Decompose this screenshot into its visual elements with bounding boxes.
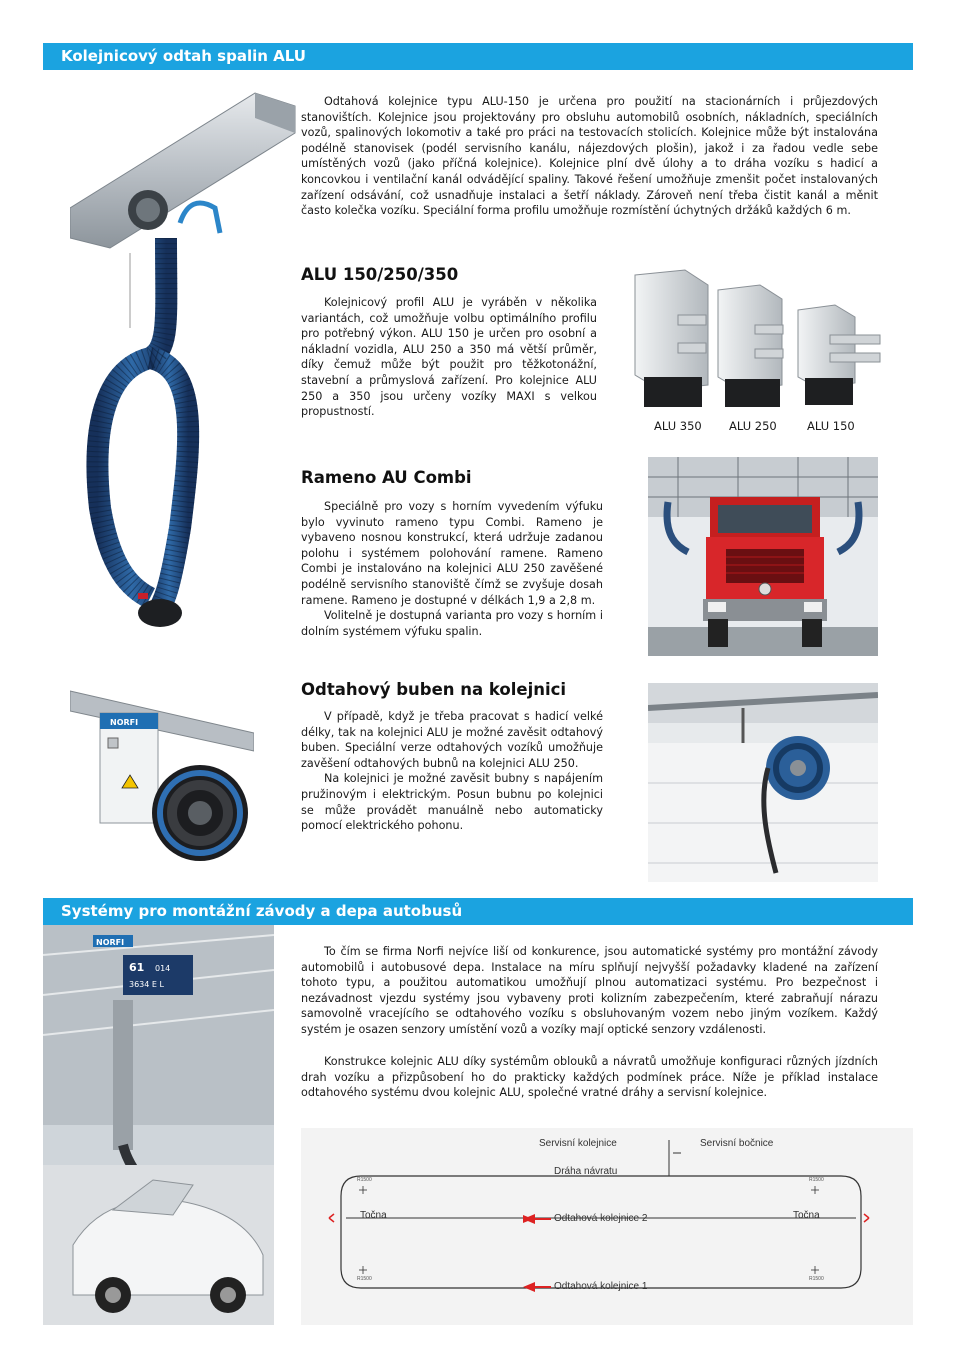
heading-rameno: Rameno AU Combi [301,468,472,487]
rail-system-lines [301,1128,913,1325]
intro-paragraph [301,94,878,219]
label-draha-navratu: Dráha návratu [554,1166,618,1177]
rameno-text-1: Speciálně pro vozy s horním vyvedením výfuku bylo vyvinuto rameno typu Combi. Rameno je vybaveno nosnou konstrukcí, která udržuje zadanou polohu i systémem polohování ramene. Rameno Combi je instalováno na kolejnici ALU 250 zavěšené podélně servisního stanoviště čímž se zvyšuje dosah ramene. Rameno je dostupné v délkách 1,9 a 2,8 m. [301,500,603,607]
alu-profiles-photo [630,265,888,415]
buben-text-1: V případě, když je třeba pracovat s hadicí velké délky, tak na kolejnici ALU je možné zavěsit odtahový buben. Speciální verze odtahových vozíků umožňuje zavěšení odtahových bubnů na kolejnici ALU 250. [301,710,603,770]
sign-number-text: 61 [129,961,145,974]
label-radius-br: R1500 [809,1276,824,1282]
rail-system-diagram [301,1128,913,1325]
panel-brand-text: NORFI [110,718,139,727]
label-radius-tr: R1500 [809,1177,824,1183]
intro-text: Odtahová kolejnice typu ALU-150 je určena pro použití na stacionárních i průjezdových stanovištích. Kolejnice jsou projektovány pro obsluhu automobilů osobních, nákladních, speciálních vozů, spalinových lokomotiv a také pro práci na testovacích stolicích. Kolejnice může být instalována podélně stanovisek (podél servisního kanálu, nájezdových plošin), jakož i za řadou vedle sebe umístěných vozů (jako příčná kolejnice). Kolejnice plní dvě úlohy a to dráha vozíku s hadicí a koncovkou i ventilační kanál odvádějící spaliny. Takové řešení umožňuje zmenšit počet instalovaných zařízení odsávání, což usnadňuje instalaci a šetří náklady. Zároveň není třeba čistit kanál a měnit často kolečka vozíku. Speciální forma profilu umožňuje rozmístění úchytných držáků každých 6 m. [301,95,878,218]
label-alu-250: ALU 250 [729,419,777,433]
truck-photo [648,457,878,656]
truck-illustration [648,457,878,656]
heading-buben: Odtahový buben na kolejnici [301,680,567,699]
label-servisni-kolejnice: Servisní kolejnice [539,1138,617,1149]
systemy-paragraph-1 [301,944,878,1038]
label-odtahova-kolejnice-2: Odtahová kolejnice 2 [554,1213,648,1224]
rameno-text-2: Volitelně je dostupná varianta pro vozy s horním i dolním systémem výfuku spalin. [301,609,603,638]
label-tocna-left: Točna [360,1210,387,1221]
section-header-systemy: Systémy pro montážní závody a depa autobusů [43,898,913,925]
rail-hose-photo [70,88,300,638]
label-radius-bl: R1500 [357,1276,372,1282]
norfi-sign-text: NORFI [96,938,125,947]
assembly-plant-illustration [43,925,274,1325]
label-radius-tl: R1500 [357,1177,372,1183]
label-servisni-bocnice: Servisní bočnice [700,1138,774,1149]
systemy-text-2: Konstrukce kolejnic ALU díky systémům oblouků a návratů umožňuje konfiguraci různých jízdních drah vozíku a přizpůsobení ho do prakticky každých podmínek práce. Níže je příklad instalace odtahového systému dvou kolejnic ALU, společné vratné dráhy a servisní kolejnice. [301,1055,878,1100]
label-odtahova-kolejnice-1: Odtahová kolejnice 1 [554,1281,648,1292]
systemy-paragraph-2 [301,1054,878,1101]
systemy-text-1: To čím se firma Norfi nejvíce liší od konkurence, jsou automatické systémy pro montážní závody automobilů i autobusové depa. Instalace na míru splňují nejvyšší požadavky kladené na zařízení tohoto typu, a použitou automatikou umožňují plnou automatizaci systému. Pro bezpečnost i nezávadnost vjezdu systémy jsou vybaveny proti kolizním zabezpečením, které zabraňují nárazu samovolně vracejícího se odtahového vozíku s obsluhovaným vozem nebo jiným vozíkem. Každý systém je osazen senzory umístění vozů a vozíky mají optické senzory vzdálenosti. [301,945,878,1036]
alu-text: Kolejnicový profil ALU je vyráběn v několika variantách, což umožňuje volbu optimálního profilu pro potřebný výkon. ALU 150 je určen pro osobní a nákladní vozidla, ALU 250 a 350 má větší průměr, díky čemuž může být použit pro těžkotonážní, stavební a průmyslová zařízení. Pro kolejnice ALU 250 a 350 jsou určeny vozíky MAXI s velkou propustností. [301,296,597,419]
alu-paragraph [301,295,597,420]
label-alu-150: ALU 150 [807,419,855,433]
rail-hose-illustration [70,88,300,638]
section-header-kolejnicovy-odtah: Kolejnicový odtah spalin ALU [43,43,913,70]
label-alu-350: ALU 350 [654,419,702,433]
rameno-paragraph [301,499,603,639]
buben-text-2: Na kolejnici je možné zavěsit bubny s napájením pružinovým i elektrickým. Posun bubnu po kolejnici se může provádět manuálně nebo automaticky pomocí elektrického pohonu. [301,772,603,833]
sign-code-text: 014 [155,964,171,973]
alu-profiles-illustration [630,265,888,415]
reel-rail-photo [648,683,878,882]
reel-panel-photo [70,683,254,873]
assembly-plant-photo [43,925,274,1325]
sign-id-text: 3634 E L [129,980,164,989]
buben-paragraph [301,709,603,834]
reel-rail-illustration [648,683,878,882]
label-tocna-right: Točna [793,1210,820,1221]
heading-alu: ALU 150/250/350 [301,265,459,284]
reel-panel-illustration [70,683,254,873]
